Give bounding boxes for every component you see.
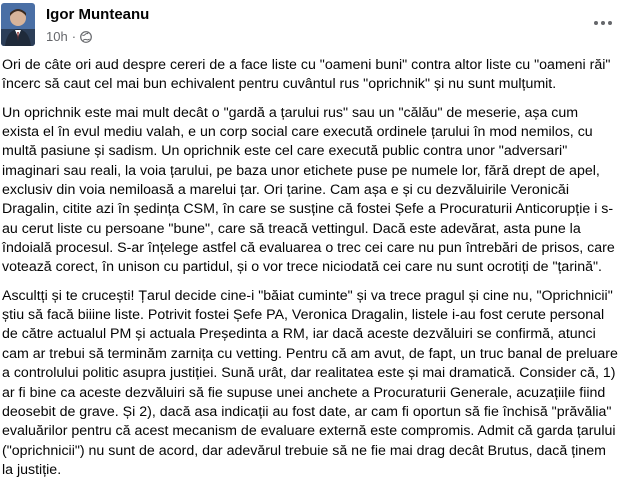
avatar[interactable] <box>1 3 35 46</box>
post-meta <box>46 29 92 45</box>
post-body <box>2 56 618 489</box>
post-paragraph-2: Un oprichnik este mai mult decât o "gardă a țarului rus" sau un "călău" de meserie, așa cum exista el în evul mediu valah, e un corp social care execută ordinele țarului în mod nemilos, cu multă pasiune și sadism. Un oprichnik este cel care execută public contra unor "adversari" imaginari sau reali, la voia țarului, pe baza unor etichete puse pe numele lor, fără drept de apel, exclusiv din voia nemiloasă a marelui țar. Ori țarine. Cam așa e și cu dezvăluirile Veronicăi Dragalin, citite azi în ședința CSM, în care se susține că fostei Șefe a Procuraturii Anticorupție i s-au cerut liste cu persoane "bune", care să treacă vettingul. Dacă este adevărat, asta pune la îndoială procesul. S-ar înțelege astfel că evaluarea o trec cei care nu pun întrebări de prisos, care votează corect, în unison cu partidul, și o vor trece niciodată cei care nu sunt ocrotiți de "țarină". <box>2 104 615 276</box>
more-options-button[interactable] <box>591 11 615 35</box>
post-paragraph-1: Ori de câte ori aud despre cereri de a face liste cu "oameni buni" contra altor liste cu "oameni răi" încerc să caut cel mai bun echivalent pentru cuvântul rus "oprichnik" și nu sunt mulțumit. <box>2 57 611 93</box>
globe-icon[interactable] <box>80 31 92 43</box>
post-header <box>0 0 627 52</box>
avatar-image <box>1 3 35 46</box>
author-name[interactable]: Igor Munteanu <box>46 6 150 23</box>
post-paragraph-3: Ascultți și te crucești! Țarul decide cine-i "băiat cuminte" și va trece pragul și cine nu, "Oprichnicii" știu să facă biiine liste. Potrivit fostei Șefe PA, Veronica Dragalin, listele i-au fost cerute personal de către actualul PM și actuala Președinta a RM, iar dacă aceste dezvăluiri se confirmă, atunci cam ar trebui să terminăm zarnița cu vetting. Pentru că am avut, de fapt, un truc banal de preluare a controlului politic asupra justiției. Sună urât, dar realitatea este și mai dramatică. Consider că, 1) ar fi bine ca aceste dezvăluiri să fie supuse unei anchete a Procuraturii Generale, acuzațiile fiind deosebit de grave. Și 2), dacă asa indicații au fost date, ar cam fi oportun să fie închisă "prăvălia" evaluărilor pentru că acest mecanism de evaluare externă este compromis. Admit că garda țarului ("oprichnicii") nu sunt de acord, dar adevărul trebuie să ne fie mai drag decât Brutus, dacă ținem la justiție. <box>2 287 618 478</box>
meta-separator: · <box>71 29 77 44</box>
more-options-icon <box>593 20 613 26</box>
post-time[interactable]: 10h <box>46 29 68 44</box>
